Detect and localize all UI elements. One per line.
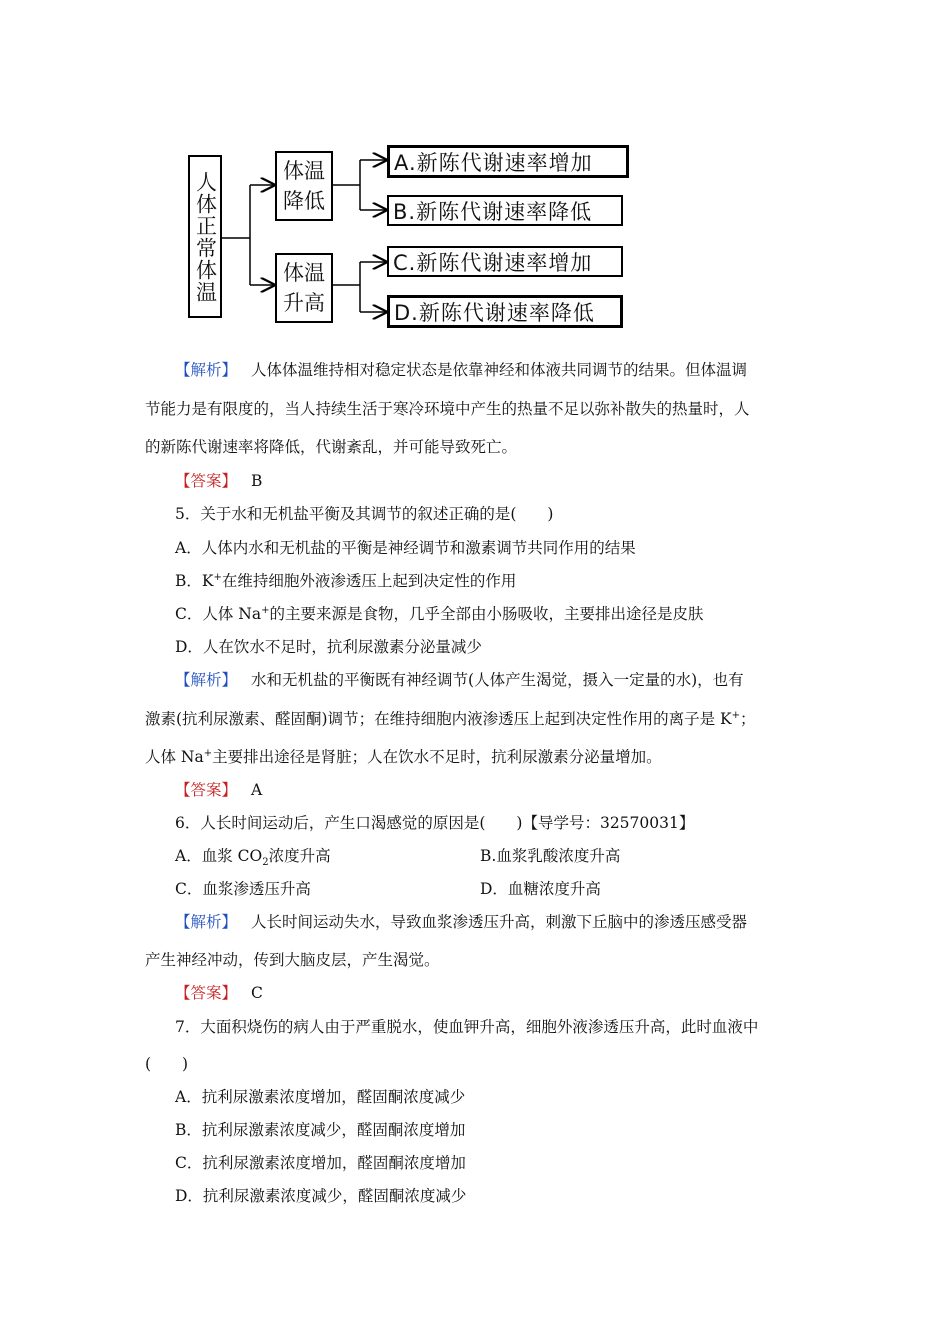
text: C．人体 Na <box>175 605 262 623</box>
text: ( ) <box>145 1055 189 1073</box>
text: 5．关于水和无机盐平衡及其调节的叙述正确的是( ) <box>175 505 554 523</box>
text: 水和无机盐的平衡既有神经调节(人体产生渴觉，摄入一定量的水)，也有 <box>251 671 744 689</box>
text: A．人体内水和无机盐的平衡是神经调节和激素调节共同作用的结果 <box>175 539 636 557</box>
q7-option-c <box>175 1151 835 1173</box>
text: A．血浆 CO <box>175 847 263 865</box>
high-box <box>275 253 333 323</box>
q5-stem <box>175 502 835 524</box>
answer-tag: 【答案】 <box>175 781 238 799</box>
q6-options-row-1 <box>175 844 835 868</box>
superscript: + <box>203 747 213 759</box>
answer-value: A <box>251 781 263 799</box>
answer-value: B <box>251 472 263 490</box>
q5-analysis-line-3 <box>145 745 805 767</box>
option-c-box <box>387 246 623 277</box>
q6-option-c: C．血浆渗透压升高 <box>175 880 311 898</box>
q5-option-b <box>175 569 835 591</box>
q4-analysis-line-1 <box>175 358 835 380</box>
text: B．抗利尿激素浓度减少，醛固酮浓度增加 <box>175 1121 466 1139</box>
q6-analysis-line-1 <box>175 910 835 932</box>
text: 7．大面积烧伤的病人由于严重脱水，使血钾升高，细胞外液渗透压升高，此时血液中 <box>175 1018 759 1036</box>
text: D．抗利尿激素浓度减少，醛固酮浓度减少 <box>175 1187 467 1205</box>
text: 节能力是有限度的，当人持续生活于寒冷环境中产生的热量不足以弥补散失的热量时，人 <box>145 400 750 418</box>
q4-answer <box>175 469 835 491</box>
text: 人体 Na <box>145 748 204 766</box>
text: 主要排出途径是肾脏；人在饮水不足时，抗利尿激素分泌量增加。 <box>212 748 662 766</box>
option-a-label: A.新陈代谢速率增加 <box>394 150 593 175</box>
q6-option-a <box>175 847 331 869</box>
text: ； <box>740 710 756 728</box>
low-label-1: 体温 <box>283 158 325 183</box>
option-a-box <box>387 145 629 178</box>
text: 在维持细胞外液渗透压上起到决定性的作用 <box>221 572 517 590</box>
text: 人体体温维持相对稳定状态是依靠神经和体液共同调节的结果。但体温调 <box>251 361 748 379</box>
high-label-1: 体温 <box>283 260 325 285</box>
subscript: 2 <box>262 857 269 869</box>
option-b-label: B.新陈代谢速率降低 <box>393 199 593 224</box>
answer-value: C <box>251 984 263 1002</box>
root-box <box>188 155 222 318</box>
text: B．K <box>175 572 214 590</box>
analysis-tag: 【解析】 <box>175 671 238 689</box>
q7-option-d <box>175 1184 835 1206</box>
option-b-box <box>387 195 623 226</box>
low-label-2: 降低 <box>283 189 325 213</box>
q6-analysis-line-2 <box>145 948 805 970</box>
option-d-box <box>387 295 623 328</box>
superscript: + <box>731 709 740 721</box>
q6-option-d: D．血糖浓度升高 <box>480 880 601 898</box>
text: 的新陈代谢速率将降低，代谢紊乱，并可能导致死亡。 <box>145 438 518 456</box>
low-box <box>275 151 333 221</box>
superscript: + <box>261 604 270 616</box>
q5-answer <box>175 778 835 800</box>
text: 产生神经冲动，传到大脑皮层，产生渴觉。 <box>145 951 440 969</box>
q7-option-b <box>175 1118 835 1140</box>
option-c-label: C.新陈代谢速率增加 <box>393 250 593 275</box>
text: 激素(抗利尿激素、醛固酮)调节；在维持细胞内液渗透压上起到决定性作用的离子是 K <box>145 710 732 728</box>
q5-option-c <box>175 602 835 624</box>
high-label-2: 升高 <box>283 291 325 315</box>
text: 6．人长时间运动后，产生口渴感觉的原因是( )【导学号：32570031】 <box>175 814 695 832</box>
text: A．抗利尿激素浓度增加，醛固酮浓度减少 <box>175 1088 466 1106</box>
q6-stem <box>175 811 835 833</box>
q7-stem <box>175 1015 835 1037</box>
text: D．人在饮水不足时，抗利尿激素分泌量减少 <box>175 638 482 656</box>
q5-option-d <box>175 635 835 657</box>
q7-option-a <box>175 1085 835 1107</box>
q5-option-a <box>175 536 835 558</box>
analysis-tag: 【解析】 <box>175 361 238 379</box>
q6-answer <box>175 981 835 1003</box>
answer-tag: 【答案】 <box>175 984 238 1002</box>
q5-analysis-line-1 <box>175 668 835 690</box>
q4-analysis-line-3 <box>145 435 805 457</box>
text: 浓度升高 <box>268 847 331 865</box>
answer-tag: 【答案】 <box>175 472 238 490</box>
root-label: 人体正常体温 <box>193 170 218 303</box>
text: C．抗利尿激素浓度增加，醛固酮浓度增加 <box>175 1154 466 1172</box>
q6-options-row-2 <box>175 877 835 899</box>
q6-option-b: B.血浆乳酸浓度升高 <box>480 847 621 865</box>
q7-stem-2 <box>145 1052 805 1074</box>
analysis-tag: 【解析】 <box>175 913 238 931</box>
option-d-label: D.新陈代谢速率降低 <box>394 300 595 325</box>
q5-analysis-line-2 <box>145 707 805 729</box>
body-temperature-diagram <box>180 145 640 330</box>
text: 的主要来源是食物，几乎全部由小肠吸收，主要排出途径是皮肤 <box>269 605 704 623</box>
text: 人长时间运动失水，导致血浆渗透压升高，刺激下丘脑中的渗透压感受器 <box>251 913 748 931</box>
q4-analysis-line-2 <box>145 397 805 419</box>
superscript: + <box>213 571 222 583</box>
